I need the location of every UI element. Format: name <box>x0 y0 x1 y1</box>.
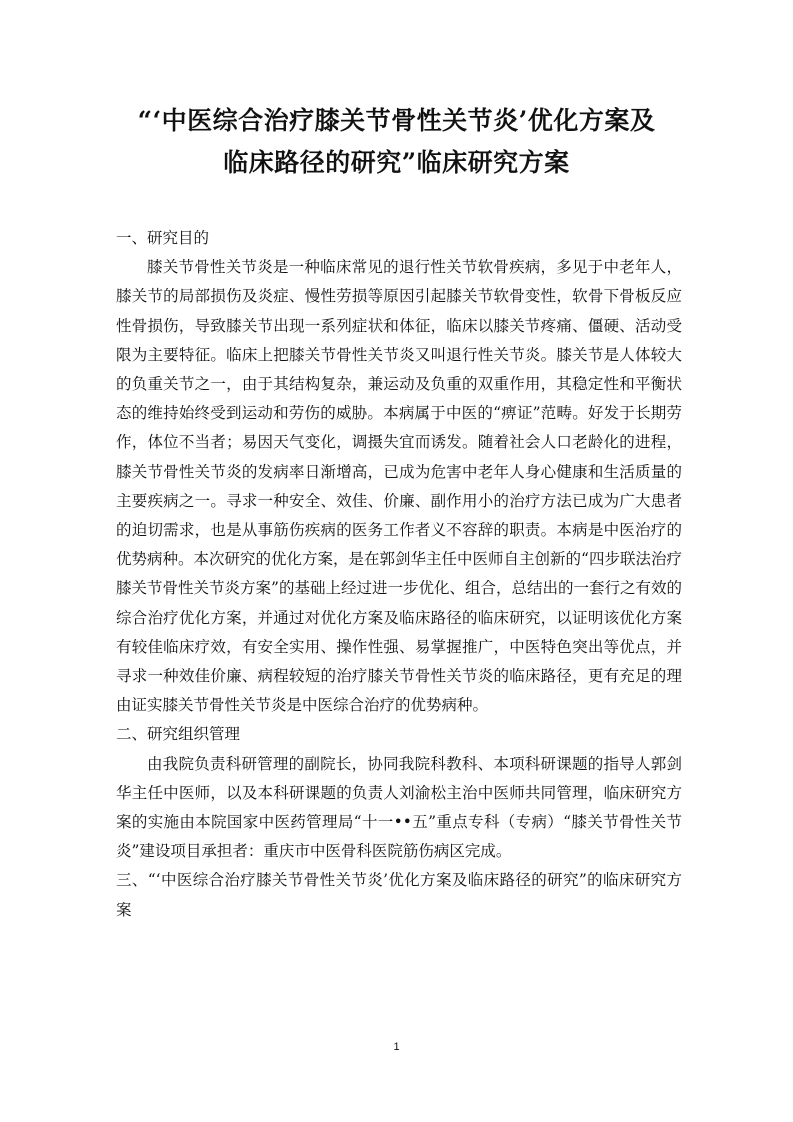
section-2-paragraph: 由我院负责科研管理的副院长，协同我院科教科、本项科研课题的指导人郭剑华主任中医师，以及本科研课题的负责人刘渝松主治中医师共同管理，临床研究方案的实施由本院国家中医药管理局“十一••五”重点专科（专病）“膝关节骨性关节炎”建设项目承担者：重庆市中医骨科医院筋伤病区完成。 <box>116 754 682 861</box>
section-2-heading: 二、研究组织管理 <box>116 725 241 744</box>
section-3-heading: 三、“‘中医综合治疗膝关节骨性关节炎’优化方案及临床路径的研究”的临床研究方案 <box>116 871 682 919</box>
document-title-line-1: “‘中医综合治疗膝关节骨性关节炎’优化方案及 <box>137 106 656 135</box>
page-number: 1 <box>393 1041 400 1053</box>
section-1-paragraph: 膝关节骨性关节炎是一种临床常见的退行性关节软骨疾病，多见于中老年人，膝关节的局部损伤及炎症、慢性劳损等原因引起膝关节软骨变性，软骨下骨板反应性骨损伤，导致膝关节出现一系列症状和体征，临床以膝关节疼痛、僵硬、活动受限为主要特征。临床上把膝关节骨性关节炎又叫退行性关节炎。膝关节是人体较大的负重关节之一，由于其结构复杂，兼运动及负重的双重作用，其稳定性和平衡状态的维持始终受到运动和劳伤的威胁。本病属于中医的“痹证”范畴。好发于长期劳作，体位不当者；易因天气变化，调摄失宜而诱发。随着社会人口老龄化的进程，膝关节骨性关节炎的发病率日渐增高，已成为危害中老年人身心健康和生活质量的主要疾病之一。寻求一种安全、效佳、价廉、副作用小的治疗方法已成为广大患者的迫切需求，也是从事筋伤疾病的医务工作者义不容辞的职责。本病是中医治疗的优势病种。本次研究的优化方案，是在郭剑华主任中医师自主创新的“四步联法治疗膝关节骨性关节炎方案”的基础上经过进一步优化、组合，总结出的一套行之有效的综合治疗优化方案，并通过对优化方案及临床路径的临床研究，以证明该优化方案有较佳临床疗效，有安全实用、操作性强、易掌握推广，中医特色突出等优点，并寻求一种效佳价廉、病程较短的治疗膝关节骨性关节炎的临床路径，更有充足的理由证实膝关节骨性关节炎是中医综合治疗的优势病种。 <box>116 258 682 715</box>
section-1-heading: 一、研究目的 <box>116 229 210 247</box>
document-body <box>116 224 682 925</box>
document-title-line-2: 临床路径的研究”临床研究方案 <box>223 148 570 177</box>
